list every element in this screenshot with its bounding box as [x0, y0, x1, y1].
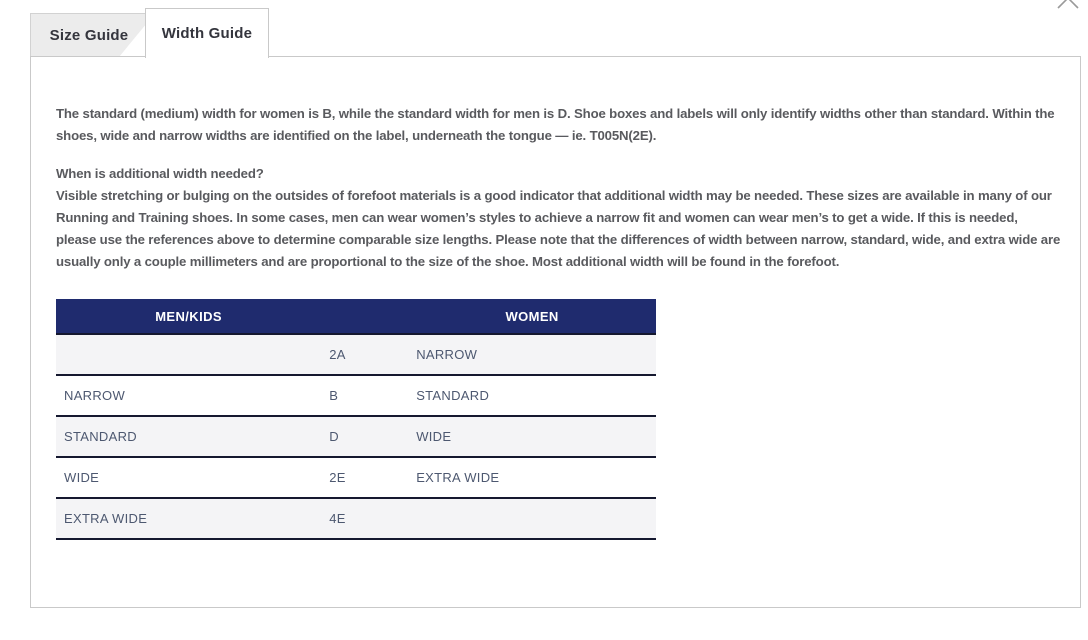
- table-row: [56, 417, 656, 458]
- tab-size-guide-label: Size Guide: [49, 27, 129, 44]
- tab-width-guide[interactable]: [145, 8, 269, 58]
- width-code: 4E: [329, 511, 346, 526]
- table-row: [56, 335, 656, 376]
- close-icon[interactable]: [1054, 0, 1084, 12]
- tab-size-guide[interactable]: [30, 13, 148, 57]
- men-width-label: EXTRA WIDE: [64, 511, 148, 526]
- width-code: D: [329, 429, 339, 444]
- width-code: 2A: [329, 347, 346, 362]
- width-guide-panel: [30, 56, 1081, 608]
- men-width-label: WIDE: [64, 470, 100, 485]
- question-heading: When is additional width needed?: [56, 166, 264, 181]
- table-row: [56, 458, 656, 499]
- width-code: 2E: [329, 470, 346, 485]
- men-width-label: NARROW: [64, 388, 126, 403]
- men-width-label: STANDARD: [64, 429, 137, 444]
- answer-paragraph: Visible stretching or bulging on the outsides of forefoot materials is a good indicator that additional width may be needed. These sizes are available in many of our Running and Training shoes. In some cases, men can wear women’s styles to achieve a narrow fit and women can wear men’s to get a wide. If this is needed, please use the references above to determine comparable size lengths. Please note that the differences of width between narrow, standard, wide, and extra wide are usually only a couple millimeters and are proportional to the size of the shoe. Most additional width will be found in the forefoot.: [56, 188, 1061, 269]
- women-width-label: WIDE: [416, 429, 452, 444]
- tab-width-guide-label: Width Guide: [161, 25, 253, 42]
- intro-paragraph: The standard (medium) width for women is B, while the standard width for men is D. Shoe boxes and labels will only identify widths other than standard. Within the shoes, wide and narrow widths are identified on the label, underneath the tongue — ie. T005N(2E).: [56, 106, 1055, 143]
- table-header-women: WOMEN: [505, 308, 559, 324]
- width-code: B: [329, 388, 339, 403]
- table-row: [56, 376, 656, 417]
- women-width-label: EXTRA WIDE: [416, 470, 500, 485]
- table-row: [56, 499, 656, 540]
- women-width-label: STANDARD: [416, 388, 490, 403]
- table-header-row: [56, 299, 656, 335]
- width-comparison-table: [56, 299, 656, 540]
- additional-width-section: [56, 163, 1061, 273]
- women-width-label: NARROW: [416, 347, 478, 362]
- table-header-men-kids: MEN/KIDS: [155, 308, 222, 324]
